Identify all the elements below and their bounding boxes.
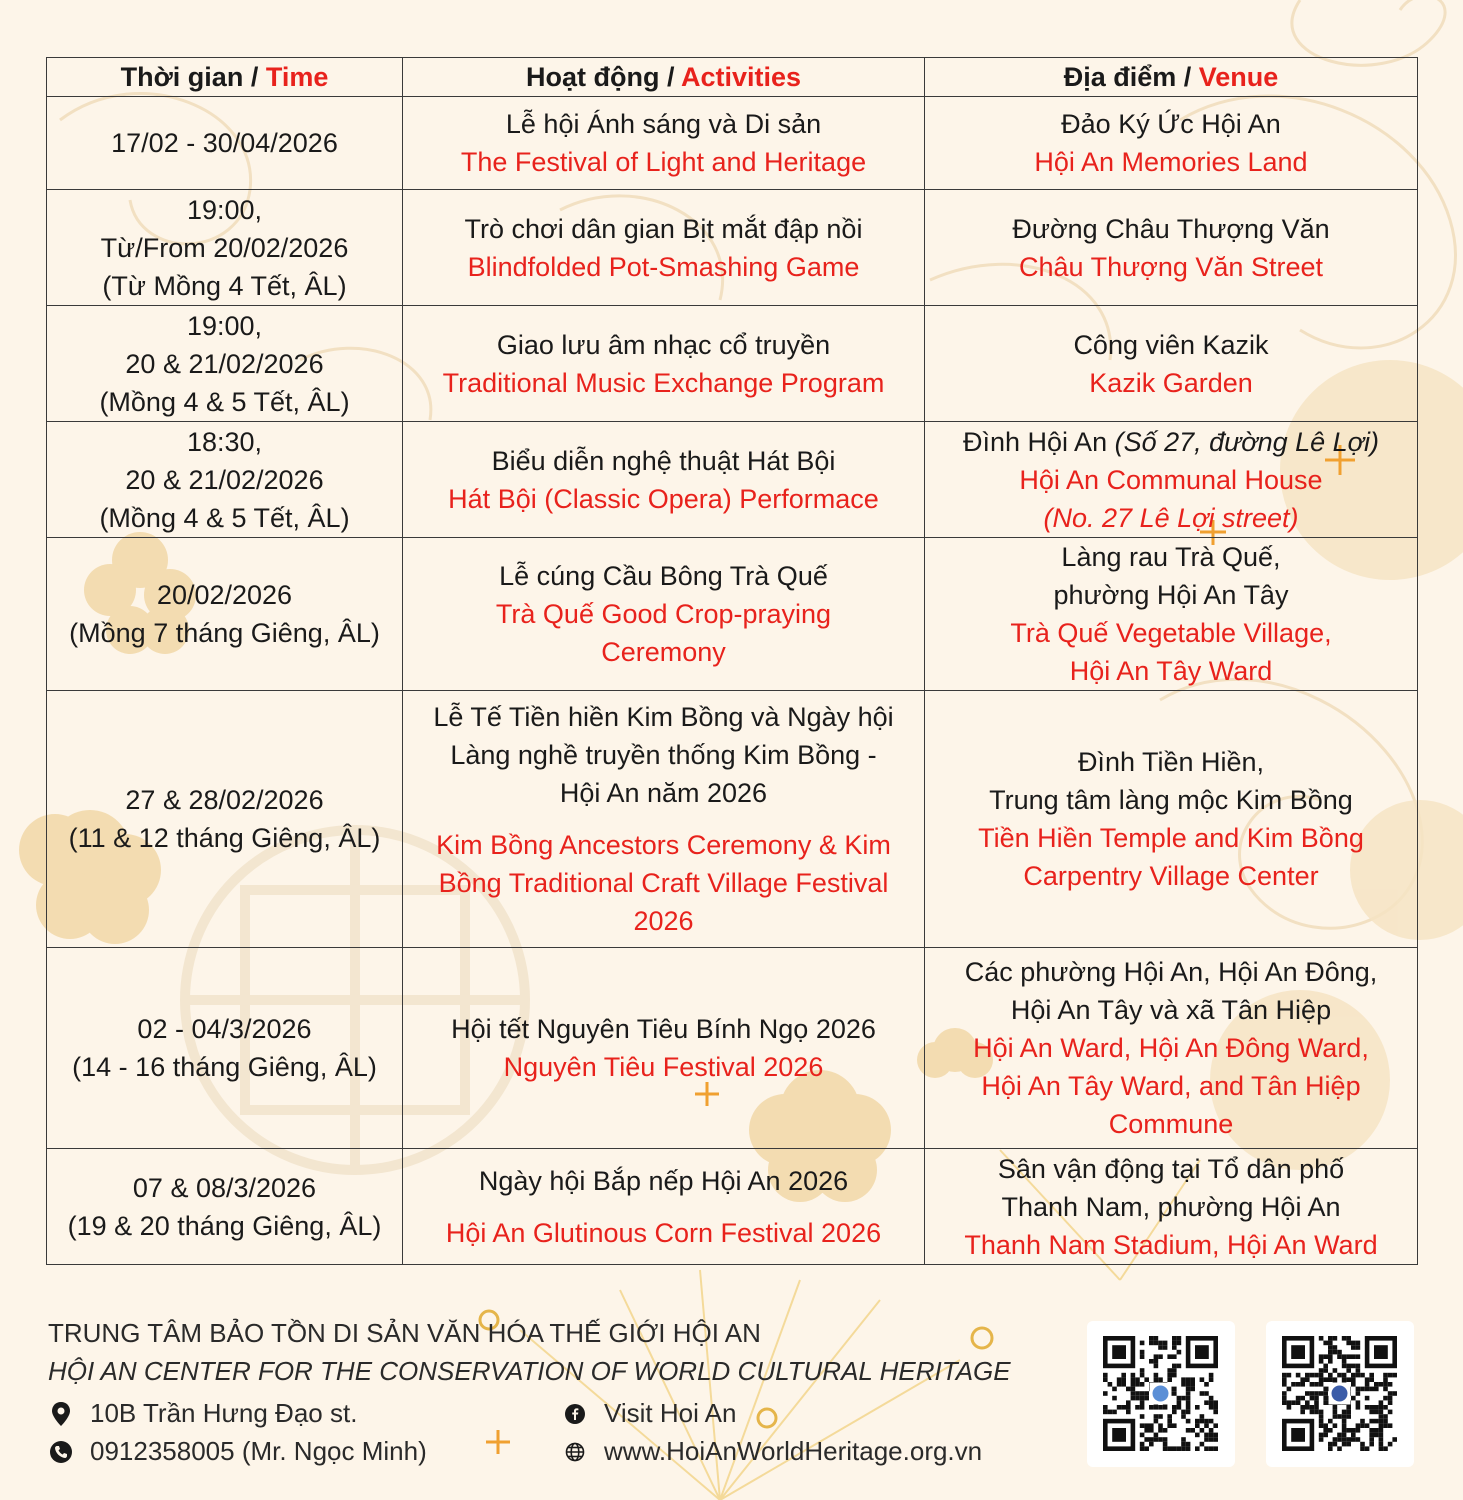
venue-en: Hội An Tây Ward: [1069, 656, 1273, 686]
table-row: [47, 691, 1418, 948]
venue-vi: Đình Tiền Hiền,: [1077, 747, 1265, 777]
globe-icon: [564, 1441, 586, 1463]
time-cell: [47, 97, 403, 190]
venue-en: Châu Thượng Văn Street: [1019, 251, 1323, 282]
venue-en: Hội An Tây Ward, and Tân Hiệp: [981, 1071, 1361, 1101]
venue-en: Trà Quế Vegetable Village,: [1010, 618, 1332, 648]
time-line: 20/02/2026: [156, 580, 293, 610]
activity-en: Ceremony: [601, 637, 726, 667]
address-line: [50, 1398, 357, 1429]
activity-cell: [403, 948, 925, 1149]
event-schedule-table: [46, 57, 1418, 1265]
venue-en: Kazik Garden: [1089, 367, 1253, 398]
venue-vi: Các phường Hội An, Hội An Đông,: [964, 957, 1378, 987]
footer-contact: [48, 1318, 1048, 1478]
activity-en: 2026: [633, 906, 694, 936]
phone-line: [50, 1436, 427, 1467]
time-line: (Từ Mồng 4 Tết, ÂL): [102, 270, 347, 301]
venue-cell: [925, 1149, 1418, 1265]
qr-code-facebook[interactable]: [1266, 1321, 1414, 1467]
activity-vi: Biểu diễn nghệ thuật Hát Bội: [491, 445, 836, 476]
activity-vi: Giao lưu âm nhạc cổ truyền: [496, 329, 831, 360]
activity-en: Bồng Traditional Craft Village Festival: [438, 868, 889, 898]
time-line: 07 & 08/3/2026: [132, 1172, 317, 1203]
venue-en: Carpentry Village Center: [1023, 861, 1319, 891]
website-line: [564, 1436, 982, 1467]
time-line: (Mồng 7 tháng Giêng, ÂL): [69, 618, 380, 648]
venue-vi: Làng rau Trà Quế,: [1061, 542, 1281, 572]
header-venue: [925, 58, 1418, 97]
time-cell: [47, 1149, 403, 1265]
schedule-sheet: [46, 57, 1417, 1265]
venue-vi: Trung tâm làng mộc Kim Bồng: [989, 785, 1353, 815]
facebook-line: [564, 1398, 736, 1429]
time-line: Từ/From 20/02/2026: [100, 232, 349, 263]
facebook-text[interactable]: Visit Hoi An: [604, 1398, 737, 1428]
time-line: 17/02 - 30/04/2026: [111, 128, 338, 158]
time-line: 18:30,: [186, 426, 263, 457]
time-cell: [47, 538, 403, 691]
time-line: 19:00,: [186, 194, 263, 225]
facebook-icon: [564, 1403, 586, 1425]
venue-en: Thanh Nam Stadium, Hội An Ward: [964, 1229, 1378, 1260]
table-row: [47, 948, 1418, 1149]
activity-en: Trà Quế Good Crop-praying: [495, 599, 832, 629]
table-row: [47, 422, 1418, 538]
activity-en: Hát Bội (Classic Opera) Performace: [448, 483, 879, 514]
venue-vi: [931, 423, 1411, 461]
time-line: 02 - 04/3/2026: [137, 1014, 312, 1044]
activity-en: Traditional Music Exchange Program: [442, 367, 885, 398]
header-time-vi: Thời gian /: [120, 62, 266, 92]
venue-vi: Hội An Tây và xã Tân Hiệp: [1010, 995, 1332, 1025]
phone-icon: [50, 1441, 72, 1463]
time-line: (19 & 20 tháng Giêng, ÂL): [67, 1210, 382, 1241]
header-venue-vi: Địa điểm /: [1063, 62, 1199, 92]
time-line: 20 & 21/02/2026: [125, 348, 324, 379]
activity-vi: Ngày hội Bắp nếp Hội An 2026: [478, 1165, 849, 1196]
venue-en: Hội An Memories Land: [1034, 147, 1308, 177]
time-cell: [47, 422, 403, 538]
activity-en: Blindfolded Pot-Smashing Game: [467, 251, 860, 282]
venue-cell: [925, 190, 1418, 306]
activity-cell: [403, 422, 925, 538]
venue-en: Hội An Ward, Hội An Đông Ward,: [973, 1033, 1369, 1063]
activity-en: Hội An Glutinous Corn Festival 2026: [445, 1217, 882, 1248]
venue-vi-main: Đình Hội An: [963, 426, 1115, 457]
venue-vi: phường Hội An Tây: [1053, 580, 1289, 610]
venue-en: Tiền Hiền Temple and Kim Bồng: [978, 823, 1364, 853]
time-cell: [47, 190, 403, 306]
activity-cell: [403, 1149, 925, 1265]
time-line: 27 & 28/02/2026: [125, 785, 324, 815]
organization-name-vi: TRUNG TÂM BẢO TỒN DI SẢN VĂN HÓA THẾ GIỚI HỘI AN: [48, 1318, 761, 1348]
time-line: (Mồng 4 & 5 Tết, ÂL): [99, 386, 350, 417]
header-activities-en: Activities: [680, 62, 802, 92]
time-cell: [47, 306, 403, 422]
header-activities-vi: Hoạt động /: [525, 62, 681, 92]
time-line: (11 & 12 tháng Giêng, ÂL): [68, 823, 381, 853]
venue-en: Commune: [1108, 1109, 1234, 1139]
table-header-row: [47, 58, 1418, 97]
time-cell: [47, 691, 403, 948]
header-activities: [403, 58, 925, 97]
activity-en: The Festival of Light and Heritage: [460, 147, 867, 177]
venue-cell: [925, 691, 1418, 948]
address-text: 10B Trần Hưng Đạo st.: [90, 1398, 358, 1428]
website-text[interactable]: www.HoiAnWorldHeritage.org.vn: [604, 1436, 983, 1466]
venue-vi: Công viên Kazik: [1073, 329, 1269, 360]
activity-cell: [403, 538, 925, 691]
organization-name-en: HỘI AN CENTER FOR THE CONSERVATION OF WORLD CULTURAL HERITAGE: [48, 1356, 1011, 1386]
time-line: (Mồng 4 & 5 Tết, ÂL): [99, 502, 350, 533]
venue-vi: Thanh Nam, phường Hội An: [1001, 1191, 1341, 1222]
venue-cell: [925, 306, 1418, 422]
activity-cell: [403, 97, 925, 190]
activity-vi: Lễ hội Ánh sáng và Di sản: [505, 109, 822, 139]
activity-vi: Lễ Tế Tiền hiền Kim Bồng và Ngày hội: [433, 702, 894, 732]
header-time: [47, 58, 403, 97]
venue-vi: Sân vận động tại Tổ dân phố: [997, 1153, 1345, 1184]
venue-cell: [925, 538, 1418, 691]
activity-vi: Làng nghề truyền thống Kim Bồng -: [450, 740, 877, 770]
activity-vi: Hội An năm 2026: [559, 778, 768, 808]
table-row: [47, 306, 1418, 422]
venue-en: Hội An Communal House: [1019, 464, 1323, 495]
venue-vi: Đường Châu Thượng Văn: [1012, 213, 1330, 244]
activity-cell: [403, 190, 925, 306]
activity-vi: Lễ cúng Cầu Bông Trà Quế: [499, 561, 828, 591]
venue-en-note: (No. 27 Lê Lợi street): [1043, 502, 1299, 533]
phone-text: 0912358005 (Mr. Ngọc Minh): [90, 1436, 427, 1466]
venue-vi-note: (Số 27, đường Lê Lợi): [1114, 426, 1379, 457]
table-row: [47, 190, 1418, 306]
time-cell: [47, 948, 403, 1149]
activity-vi: Trò chơi dân gian Bịt mắt đập nồi: [464, 213, 863, 244]
activity-en: Nguyên Tiêu Festival 2026: [503, 1052, 824, 1082]
activity-cell: [403, 306, 925, 422]
header-time-en: Time: [265, 62, 329, 92]
venue-vi: Đảo Ký Ức Hội An: [1061, 109, 1281, 139]
time-line: 19:00,: [186, 310, 263, 341]
venue-cell: [925, 97, 1418, 190]
activity-cell: [403, 691, 925, 948]
qr-code-website[interactable]: [1087, 1321, 1235, 1467]
time-line: 20 & 21/02/2026: [125, 464, 324, 495]
activity-vi: Hội tết Nguyên Tiêu Bính Ngọ 2026: [451, 1014, 876, 1044]
time-line: (14 - 16 tháng Giêng, ÂL): [72, 1052, 377, 1082]
header-venue-en: Venue: [1198, 62, 1279, 92]
table-row: [47, 97, 1418, 190]
location-pin-icon: [50, 1403, 72, 1425]
table-row: [47, 1149, 1418, 1265]
activity-en: Kim Bồng Ancestors Ceremony & Kim: [436, 830, 891, 860]
table-row: [47, 538, 1418, 691]
venue-cell: [925, 948, 1418, 1149]
venue-cell: [925, 422, 1418, 538]
